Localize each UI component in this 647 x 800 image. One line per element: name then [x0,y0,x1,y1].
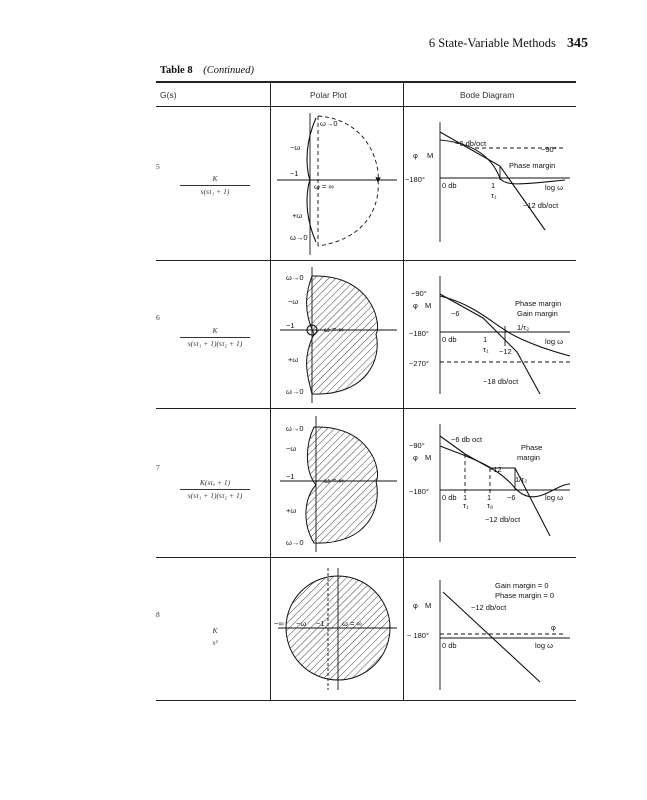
column-header-bode: Bode Diagram [460,90,515,100]
label-minus-1: −1 [316,619,325,628]
top-rule [156,81,576,83]
running-head [0,36,588,52]
label-180: −180° [409,487,429,496]
header-rule [156,106,576,107]
label-logw: log ω [535,641,553,650]
label-w-inf: ω = ∞ [324,476,344,485]
label-minus-1: −1 [286,472,295,481]
transfer-function-7 [170,478,260,501]
label-one: 1 [483,335,488,344]
column-header-g: G(s) [160,90,177,100]
tf-numerator: K [180,326,250,338]
hatched-region [306,427,378,543]
label-one1: 1 [463,493,468,502]
label-phi: φ [413,453,418,462]
label-tau1: τ₁ [483,345,489,354]
row-number-5: 5 [156,162,160,171]
bode-diagram-5 [405,112,575,258]
bode-diagram-8 [405,562,575,698]
label-minus-w: −ω [296,619,307,628]
label-slope1: −6 db oct [451,435,483,444]
label-M: M [425,301,432,310]
label-six: −6 [451,309,460,318]
column-header-polar: Polar Plot [310,90,347,100]
label-logw: log ω [545,183,563,192]
label-w0-bottom: ω→0 [286,387,304,396]
label-plus-w: +ω [288,355,299,364]
tf-denominator: s(sτ₁ + 1)(sτ₂ + 1) [187,339,243,348]
polar-plot-5 [272,110,402,258]
label-0db: 0 db [442,641,457,650]
transfer-function-5 [170,174,260,197]
label-phi: φ [413,301,418,310]
label-logw: log ω [545,493,563,502]
bode-diagram-7 [405,414,575,554]
row-divider-1 [156,260,576,261]
label-w-inf: ω = ∞ [324,325,344,334]
row-number-8: 8 [156,610,160,619]
label-twelve: −12 [489,465,502,474]
label-w0-bottom: ω→0 [290,233,308,242]
label-90: −90° [411,289,427,298]
hatched-region [307,276,378,394]
bode-diagram-6 [405,266,575,406]
page-number: 345 [567,36,588,51]
bottom-rule [156,700,576,701]
label-minus-inf: −∞ [274,619,284,628]
label-margin: margin [517,453,540,462]
label-w0-top: ω→0 [286,273,304,282]
label-gain-margin: Gain margin = 0 [495,581,549,590]
label-tau2: 1/τ₂ [515,475,528,484]
label-180: −180° [409,329,429,338]
label-plus-w: +ω [286,506,297,515]
label-one2: 1 [487,493,492,502]
label-slope: −18 db/oct [483,377,519,386]
label-gain-margin: Gain margin [517,309,558,318]
column-divider-1 [270,82,271,700]
label-0db: 0 db [442,335,457,344]
table-label: Table 8 [160,65,193,76]
label-w0-top: ω→0 [320,119,338,128]
label-logw: log ω [545,337,563,346]
label-minus-1: −1 [286,321,295,330]
label-tau2: 1/τ₂ [517,323,530,332]
label-six: −6 [507,493,516,502]
running-head-title: 6 State-Variable Methods [428,36,556,50]
row-divider-3 [156,557,576,558]
tf-numerator: K [180,174,250,186]
row-divider-2 [156,408,576,409]
label-w0-bottom: ω→0 [286,538,304,547]
row-number-6: 6 [156,313,160,322]
polar-plot-6 [272,264,402,406]
table-note: (Continued) [203,65,254,76]
label-w-inf: ω = ∞ [314,182,334,191]
label-phase: Phase [521,443,543,452]
label-slope: −12 db/oct [471,603,507,612]
column-divider-2 [403,82,404,700]
table-caption [160,65,254,76]
tf-denominator: s(sτ₁ + 1)(sτ₂ + 1) [187,491,243,500]
contour-arc [318,116,378,246]
label-w0-top: ω→0 [286,424,304,433]
polar-plot-7 [272,413,402,555]
label-phase-margin: Phase margin [509,161,556,170]
label-0db: 0 db [442,181,457,190]
label-tau1: τ₁ [491,191,497,200]
label-tau1: τ₁ [463,501,469,510]
tf-denominator: s² [212,638,218,647]
label-taua: τₐ [487,501,493,510]
label-minus-w: −ω [288,297,299,306]
label-w-inf: ω = ∞ [342,619,362,628]
label-M: M [425,453,432,462]
label-one: 1 [491,181,496,190]
label-slope1: −6 db/oct [455,139,487,148]
tf-numerator: K(sτₐ + 1) [180,478,250,490]
transfer-function-8 [170,626,260,648]
label-minus-w: −ω [290,143,301,152]
nyquist-curve-upper [307,118,316,180]
label-slope2: −12 db/oct [485,515,521,524]
label-phi: φ [413,601,418,610]
label-M: M [425,601,432,610]
label-0db: 0 db [442,493,457,502]
label-phi2: φ [551,623,556,632]
phase-curve [440,446,570,497]
label-phase-margin: Phase margin = 0 [495,591,554,600]
label-slope2: −12 db/oct [523,201,559,210]
label-minus-w: −ω [286,444,297,453]
label-phase-margin: Phase margin [515,299,562,308]
label-phi: φ [413,151,418,160]
label-90: −90° [541,145,557,154]
label-minus-1: −1 [290,169,299,178]
tf-denominator: s(sτ₁ + 1) [200,187,230,196]
label-180: − 180° [407,631,429,640]
transfer-function-6 [170,326,260,349]
label-90: −90° [409,441,425,450]
row-number-7: 7 [156,463,160,472]
label-M: M [427,151,434,160]
polar-plot-8 [272,560,402,698]
tf-numerator: K [212,626,218,635]
label-180: −180° [405,175,425,184]
label-twelve: −12 [499,347,512,356]
label-plus-w: +ω [292,211,303,220]
label-270: −270° [409,359,429,368]
